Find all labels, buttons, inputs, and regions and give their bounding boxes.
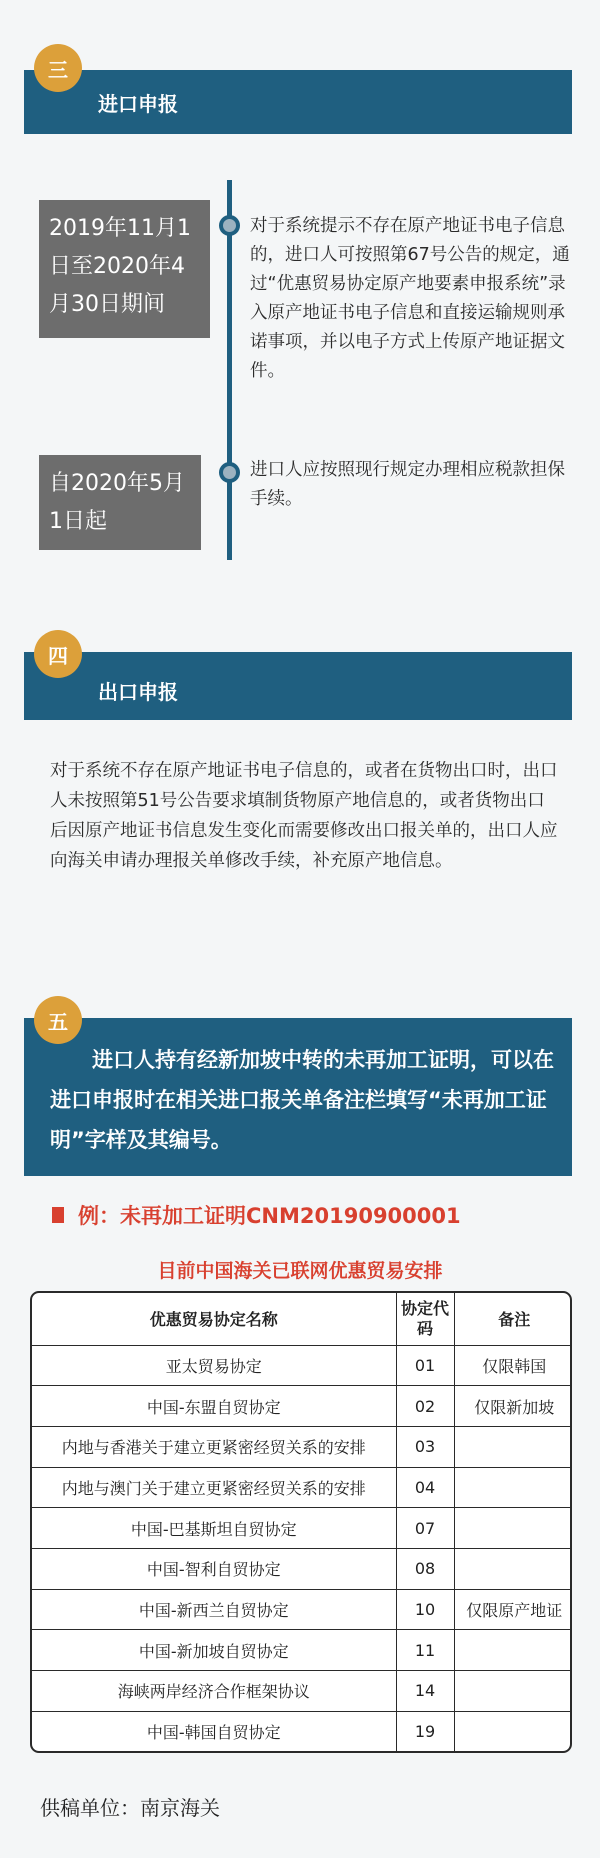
table-row	[32, 1589, 572, 1630]
cell-code: 02	[396, 1386, 454, 1427]
cell-note	[454, 1426, 572, 1467]
table-row	[32, 1630, 572, 1671]
timeline-dot-2	[219, 462, 240, 483]
table-row	[32, 1467, 572, 1508]
example-text: 例：未再加工证明CNM20190900001	[78, 1204, 461, 1228]
footer-credit: 供稿单位：南京海关	[40, 1796, 220, 1820]
cell-name: 中国-新西兰自贸协定	[32, 1589, 396, 1630]
cell-note	[454, 1508, 572, 1549]
cell-note: 仅限韩国	[454, 1345, 572, 1386]
cell-code: 11	[396, 1630, 454, 1671]
cell-name: 中国-新加坡自贸协定	[32, 1630, 396, 1671]
red-square-icon	[52, 1207, 64, 1223]
table-row	[32, 1548, 572, 1589]
cell-note: 仅限新加坡	[454, 1386, 572, 1427]
table-row	[32, 1711, 572, 1751]
header-note: 备注	[454, 1293, 572, 1345]
cell-name: 中国-智利自贸协定	[32, 1548, 396, 1589]
cell-code: 10	[396, 1589, 454, 1630]
section4-text: 对于系统不存在原产地证书电子信息的，或者在货物出口时，出口人未按照第51号公告要求填制货物原产地信息的，或者货物出口后因原产地证书信息发生变化而需要修改出口报关单的，出口人应向海关申请办理报关单修改手续，补充原产地信息。	[50, 761, 558, 871]
cell-note: 仅限原产地证	[454, 1589, 572, 1630]
cell-note	[454, 1548, 572, 1589]
cell-code: 03	[396, 1426, 454, 1467]
cell-name: 中国-韩国自贸协定	[32, 1711, 396, 1751]
timeline-date-1: 2019年11月1日至2020年4月30日期间	[39, 200, 210, 338]
header-name: 优惠贸易协定名称	[32, 1293, 396, 1345]
cell-note	[454, 1630, 572, 1671]
cell-code: 14	[396, 1670, 454, 1711]
table-row	[32, 1670, 572, 1711]
cell-code: 04	[396, 1467, 454, 1508]
table-row	[32, 1386, 572, 1427]
section3-badge: 三	[34, 44, 82, 92]
section5-text: 进口人持有经新加坡中转的未再加工证明，可以在进口申报时在相关进口报关单备注栏填写“未再加工证明”字样及其编号。	[50, 1048, 554, 1152]
cell-code: 08	[396, 1548, 454, 1589]
cell-name: 海峡两岸经济合作框架协议	[32, 1670, 396, 1711]
agreements-table	[30, 1291, 572, 1753]
section4-title: 出口申报	[98, 680, 178, 704]
section3-title: 进口申报	[98, 92, 178, 116]
cell-name: 内地与澳门关于建立更紧密经贸关系的安排	[32, 1467, 396, 1508]
timeline-dot-1	[219, 215, 240, 236]
cell-note	[454, 1711, 572, 1751]
table-row	[32, 1345, 572, 1386]
timeline-text-2: 进口人应按照现行规定办理相应税款担保手续。	[250, 460, 565, 509]
header-code: 协定代码	[396, 1293, 454, 1345]
timeline-date-2: 自2020年5月1日起	[39, 455, 201, 550]
timeline-text-1: 对于系统提示不存在原产地证书电子信息的，进口人可按照第67号公告的规定，通过“优惠贸易协定原产地要素申报系统”录入原产地证书电子信息和直接运输规则承诺事项，并以电子方式上传原产地证据文件。	[250, 216, 570, 381]
cell-name: 亚太贸易协定	[32, 1345, 396, 1386]
cell-code: 07	[396, 1508, 454, 1549]
cell-name: 中国-东盟自贸协定	[32, 1386, 396, 1427]
table-header-row	[32, 1293, 572, 1345]
cell-code: 19	[396, 1711, 454, 1751]
cell-name: 中国-巴基斯坦自贸协定	[32, 1508, 396, 1549]
section4-banner	[24, 652, 572, 720]
table-title: 目前中国海关已联网优惠贸易安排	[157, 1260, 443, 1282]
timeline-line	[227, 180, 232, 560]
section4-badge: 四	[34, 630, 82, 678]
cell-note	[454, 1467, 572, 1508]
section3-banner	[24, 70, 572, 134]
example-line	[52, 1200, 461, 1230]
section5-badge: 五	[34, 996, 82, 1044]
table-row	[32, 1426, 572, 1467]
table-row	[32, 1508, 572, 1549]
cell-name: 内地与香港关于建立更紧密经贸关系的安排	[32, 1426, 396, 1467]
cell-note	[454, 1670, 572, 1711]
cell-code: 01	[396, 1345, 454, 1386]
